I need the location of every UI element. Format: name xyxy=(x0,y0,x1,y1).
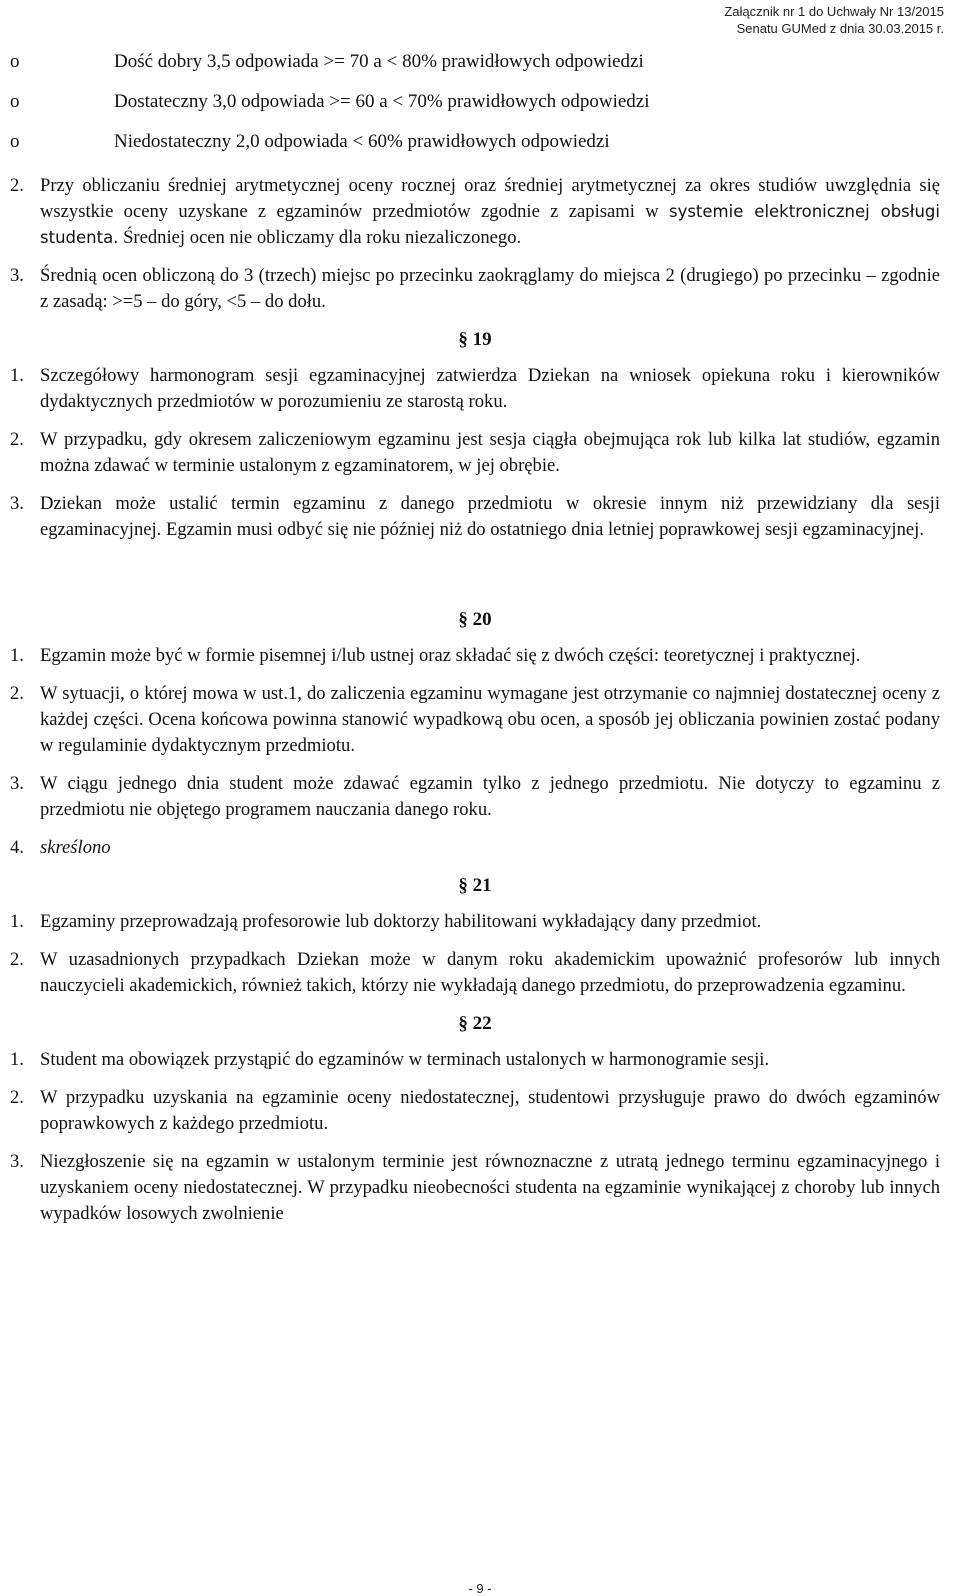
section-heading-20: § 20 xyxy=(458,609,492,630)
section-heading-21: § 21 xyxy=(458,875,492,896)
item-text: Przy obliczaniu średniej arytmetycznej oceny rocznej oraz średniej arytmetycznej za okres studiów uwzględnia się wszystkie oceny uzyskane z egzaminów przedmiotów zgodnie z zapisami w xyxy=(40,175,940,222)
item-text: W sytuacji, o której mowa w ust.1, do zaliczenia egzaminu wymagane jest otrzymanie co najmniej dostatecznej oceny z każdej części. Ocena końcowa powinna stanowić wypadkową obu ocen, a sposób jej obliczania powinien zostać podany w regulaminie dydaktycznym przedmiotu. xyxy=(40,683,940,756)
item-number: 3. xyxy=(10,493,24,514)
item-number: 2. xyxy=(10,1087,24,1108)
item-number: 1. xyxy=(10,1049,24,1070)
paragraph-item xyxy=(10,643,940,669)
bullet-item xyxy=(10,130,940,166)
bullet-text: Dość dobry 3,5 odpowiada >= 70 a < 80% prawidłowych odpowiedzi xyxy=(114,51,644,72)
bullet-item xyxy=(10,50,940,90)
item-number: 1. xyxy=(10,365,24,386)
paragraph-item xyxy=(10,1149,940,1227)
item-number: 3. xyxy=(10,773,24,794)
item-text-struck: skreślono xyxy=(40,837,111,858)
item-text: Dziekan może ustalić termin egzaminu z danego przedmiotu w okresie innym niż przewidziany dla sesji egzaminacyjnej. Egzamin musi odbyć się nie później niż do ostatniego dnia letniej poprawkowej sesji egzaminacyjnej. xyxy=(40,493,940,540)
item-text: Student ma obowiązek przystąpić do egzaminów w terminach ustalonych w harmonogramie sesji. xyxy=(40,1049,770,1070)
paragraph-item xyxy=(10,1085,940,1137)
item-number: 1. xyxy=(10,645,24,666)
item-text: W uzasadnionych przypadkach Dziekan może w danym roku akademickim upoważnić profesorów lub innych nauczycieli akademickich, również takich, którzy nie wykładają danego przedmiotu, do przeprowadzenia egzaminu. xyxy=(40,949,940,996)
item-text: Szczegółowy harmonogram sesji egzaminacyjnej zatwierdza Dziekan na wniosek opiekuna roku i kierowników dydaktycznych przedmiotów w porozumieniu ze starostą roku. xyxy=(40,365,940,412)
item-number: 2. xyxy=(10,429,24,450)
item-number: 1. xyxy=(10,911,24,932)
item-text: W przypadku, gdy okresem zaliczeniowym egzaminu jest sesja ciągła obejmująca rok lub kilka lat studiów, egzamin można zdawać w terminie ustalonym z egzaminatorem, w jej obrębie. xyxy=(40,429,940,476)
item-text: Niezgłoszenie się na egzamin w ustalonym terminie jest równoznaczne z utratą jednego terminu egzaminacyjnego i uzyskaniem oceny niedostatecznej. W przypadku nieobecności studenta na egzaminie wynikającej z choroby lub innych wypadków losowych zwolnienie xyxy=(40,1151,940,1224)
bullet-marker: o xyxy=(10,51,20,72)
paragraph-item xyxy=(10,427,940,479)
paragraph-item xyxy=(10,363,940,415)
item-number: 3. xyxy=(10,265,24,286)
paragraph-item xyxy=(10,491,940,543)
bullet-item xyxy=(10,90,940,130)
item-number: 2. xyxy=(10,175,24,196)
bullet-text: Dostateczny 3,0 odpowiada >= 60 a < 70% prawidłowych odpowiedzi xyxy=(114,91,650,112)
header-line-1: Załącznik nr 1 do Uchwały Nr 13/2015 xyxy=(724,4,944,19)
item-text: Egzaminy przeprowadzają profesorowie lub doktorzy habilitowani wykładający dany przedmiot. xyxy=(40,911,762,932)
item-number: 2. xyxy=(10,949,24,970)
item-number: 2. xyxy=(10,683,24,704)
grade-bullet-list xyxy=(10,50,940,166)
header-line-2: Senatu GUMed z dnia 30.03.2015 r. xyxy=(736,21,944,36)
section-heading-22: § 22 xyxy=(458,1013,492,1034)
paragraph-item xyxy=(10,263,940,315)
bullet-marker: o xyxy=(10,131,20,152)
paragraph-item xyxy=(10,681,940,759)
item-text: W przypadku uzyskania na egzaminie oceny niedostatecznej, studentowi przysługuje prawo do dwóch egzaminów poprawkowych z każdego przedmiotu. xyxy=(40,1087,940,1134)
page-number: - 9 - xyxy=(468,1581,492,1596)
paragraph-item xyxy=(10,909,940,935)
item-text-sans: systemie elektronicznej obsługi studenta. xyxy=(40,202,940,247)
item-number: 4. xyxy=(10,837,24,858)
item-text: W ciągu jednego dnia student może zdawać egzamin tylko z jednego przedmiotu. Nie dotyczy to egzaminu z przedmiotu nie objętego programem nauczania danego roku. xyxy=(40,773,940,820)
paragraph-item xyxy=(10,1047,940,1073)
item-text: Średnią ocen obliczoną do 3 (trzech) miejsc po przecinku zaokrąglamy do miejsca 2 (drugiego) po przecinku – zgodnie z zasadą: >=5 – do góry, <5 – do dołu. xyxy=(40,265,940,312)
document-body xyxy=(10,50,940,1239)
paragraph-item xyxy=(10,771,940,823)
paragraph-item xyxy=(10,173,940,251)
bullet-marker: o xyxy=(10,91,20,112)
paragraph-item xyxy=(10,947,940,999)
section-heading-19: § 19 xyxy=(458,329,492,350)
document-header xyxy=(724,3,944,37)
item-number: 3. xyxy=(10,1151,24,1172)
item-text: Egzamin może być w formie pisemnej i/lub ustnej oraz składać się z dwóch części: teoretycznej i praktycznej. xyxy=(40,645,861,666)
paragraph-item xyxy=(10,835,940,861)
item-text-tail: Średniej ocen nie obliczamy dla roku niezaliczonego. xyxy=(123,227,522,248)
bullet-text: Niedostateczny 2,0 odpowiada < 60% prawidłowych odpowiedzi xyxy=(114,131,610,152)
